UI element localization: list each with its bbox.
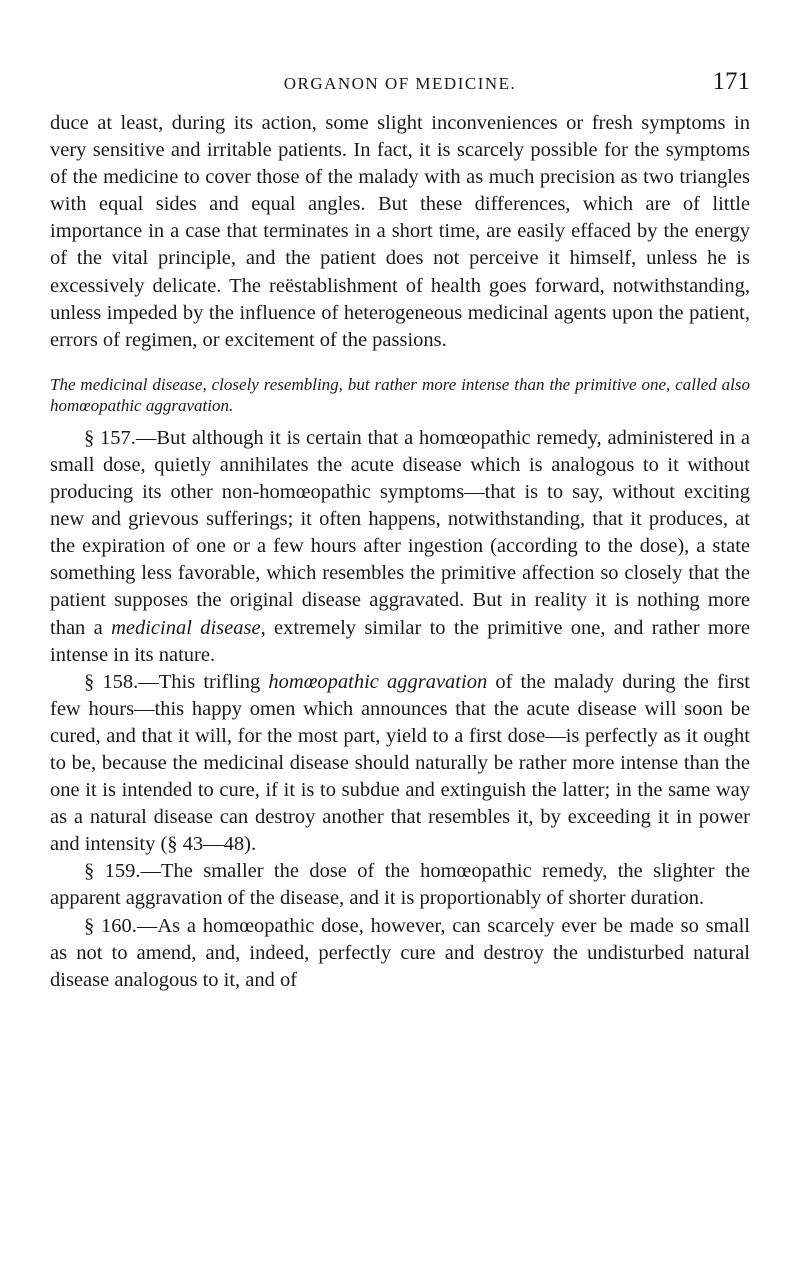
paragraph-157-emphasis: medicinal disease [111, 616, 261, 639]
running-head-title: ORGANON OF MEDICINE. [283, 74, 517, 93]
paragraph-158 [50, 669, 750, 859]
continued-paragraph: duce at least, during its action, some slight inconveniences or fresh symptoms in very sensitive and irritable patients. In fact, it is scarcely possible for the symptoms of the medicine to cover those of the malady with as much precision as two triangles with equal sides and equal angles. But these differences, which are of little importance in a case that terminates in a short time, are easily effaced by the energy of the vital principle, and the patient does not perceive it himself, unless he is excessively delicate. The reëstablishment of health goes forward, notwithstanding, unless impeded by the influence of heterogeneous medicinal agents upon the patient, errors of regimen, or excitement of the passions. [50, 112, 750, 351]
paragraph-160: § 160.—As a homœopathic dose, however, can scarcely ever be made so small as not to amend, and, indeed, perfectly cure and destroy the undisturbed natural disease analogous to it, and of [50, 914, 750, 991]
section-heading: The medicinal disease, closely resembling, but rather more intense than the primitive one, called also homœopathic aggravation. [50, 374, 750, 415]
paragraph-157-text-a: § 157.—But although it is certain that a homœopathic remedy, administered in a small dose, quietly annihilates the acute disease which is analogous to it without producing its other non-homœopathic symptoms—that is to say, without exciting new and grievous sufferings; it often happens, notwithstanding, that it produces, at the expiration of one or a few hours after ingestion (according to the dose), a state something less favorable, which resembles the primitive affection so closely that the patient supposes the original disease aggravated. But in reality it is nothing more than a [50, 426, 750, 639]
paragraph-158-emphasis: homœopathic aggravation [268, 670, 488, 693]
paragraph-157 [50, 425, 750, 669]
page-number: 171 [712, 68, 750, 95]
page-body [50, 110, 750, 994]
paragraph-158-text-a: § 158.—This trifling [84, 670, 269, 693]
paragraph-158-text-b: of the malady during the first few hours—this happy omen which announces that the acute disease will soon be cured, and that it will, for the most part, yield to a first dose—is perfectly as it ought to be, because the medicinal disease should naturally be rather more intense than the one it is intended to cure, if it is to subdue and extinguish the latter; in the same way as a natural disease can destroy another that resembles it, by exceeding it in power and intensity (§ 43—48). [50, 670, 750, 856]
paragraph-159: § 159.—The smaller the dose of the homœopathic remedy, the slighter the apparent aggravation of the disease, and it is proportionably of shorter duration. [50, 860, 750, 910]
running-head [50, 68, 750, 98]
paragraph-157-text-b: , extremely similar to the primitive one, and rather more intense in its nature. [50, 616, 750, 666]
